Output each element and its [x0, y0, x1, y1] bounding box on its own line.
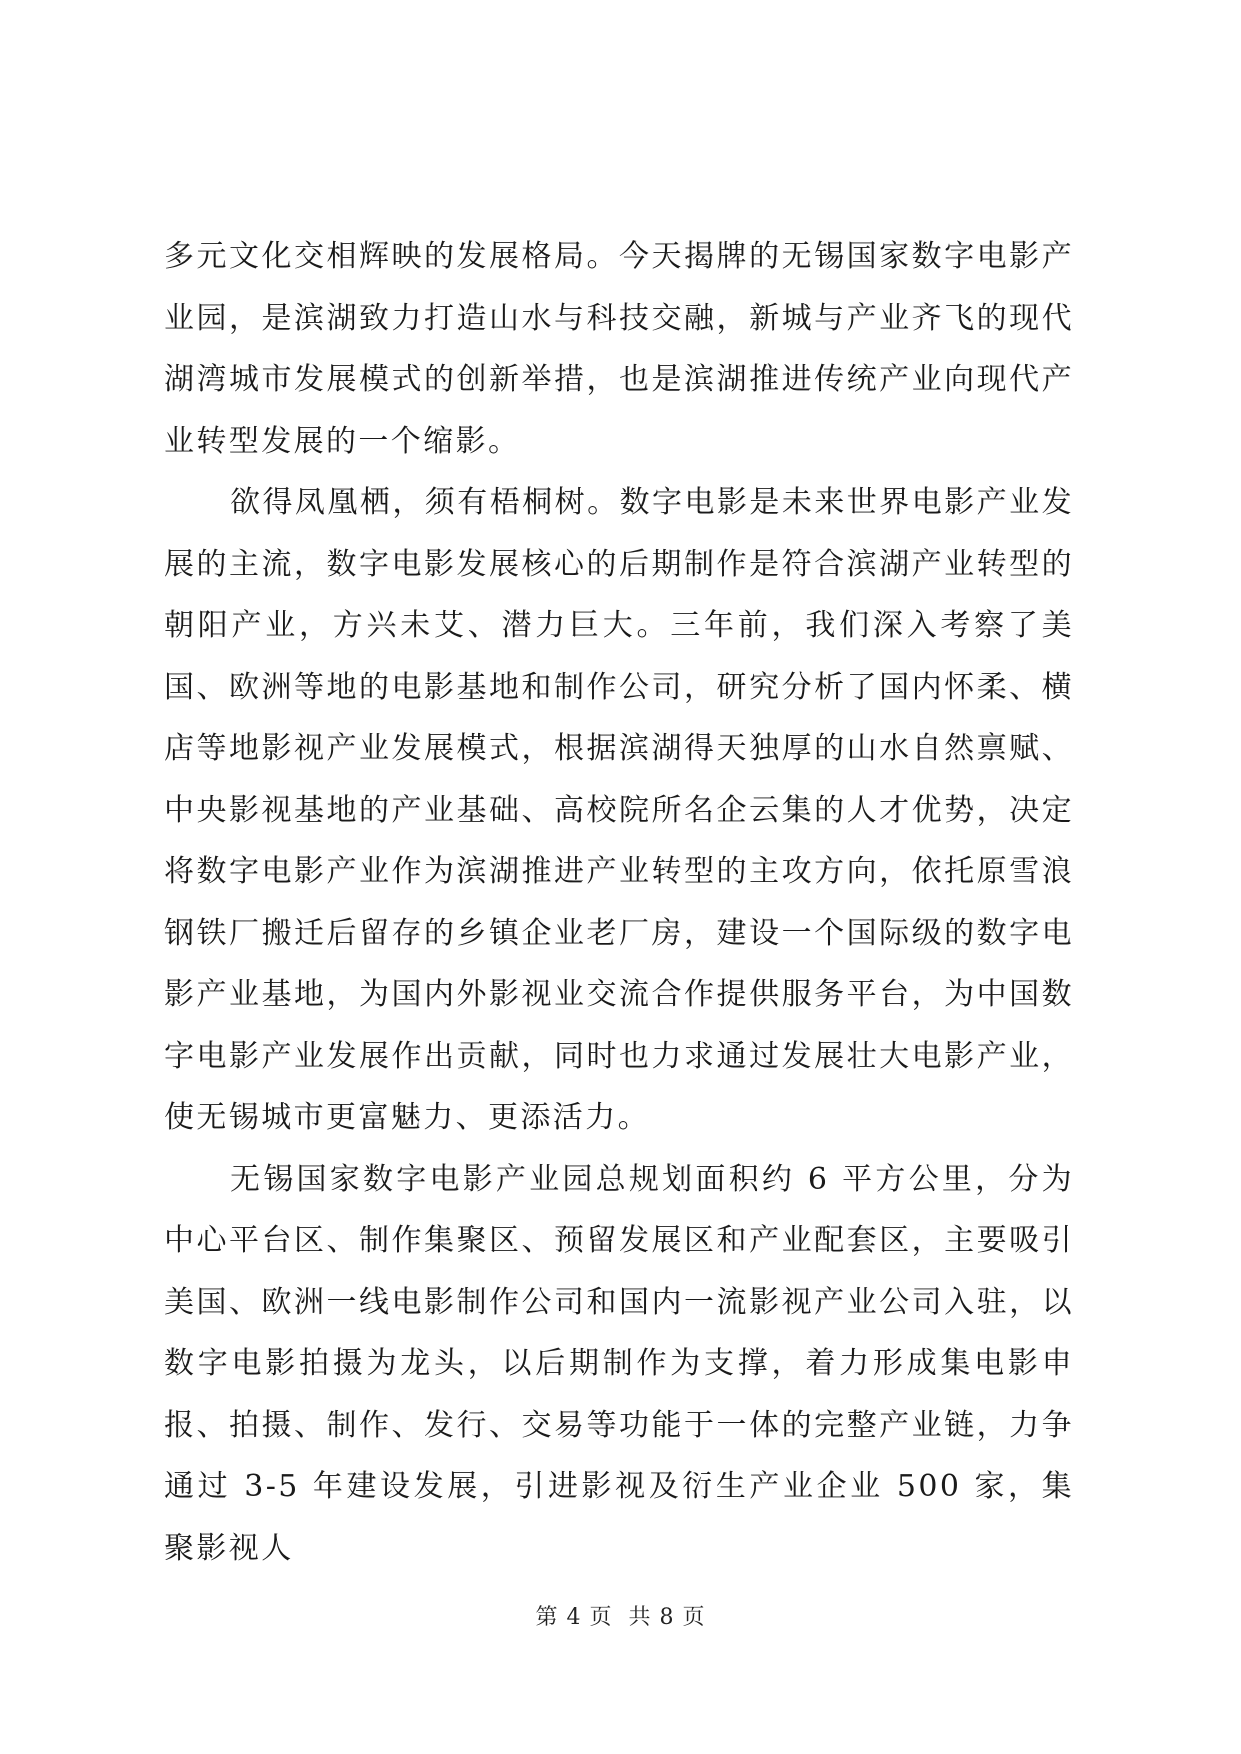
document-body [164, 226, 1074, 1579]
paragraph-1: 多元文化交相辉映的发展格局。今天揭牌的无锡国家数字电影产业园，是滨湖致力打造山水与科技交融，新城与产业齐飞的现代湖湾城市发展模式的创新举措，也是滨湖推进传统产业向现代产业转型发展的一个缩影。 [164, 239, 1074, 459]
paragraph-3: 无锡国家数字电影产业园总规划面积约 6 平方公里，分为中心平台区、制作集聚区、预留发展区和产业配套区，主要吸引美国、欧洲一线电影制作公司和国内一流影视产业公司入驻，以数字电影拍摄为龙头，以后期制作为支撑，着力形成集电影申报、拍摄、制作、发行、交易等功能于一体的完整产业链，力争通过 3-5 年建设发展，引进影视及衍生产业企业 500 家，集聚影视人 [164, 1161, 1074, 1566]
page-number-label: 第 4 页 共 8 页 [535, 1605, 706, 1630]
paragraph-2: 欲得凤凰栖，须有梧桐树。数字电影是未来世界电影产业发展的主流，数字电影发展核心的后期制作是符合滨湖产业转型的朝阳产业，方兴未艾、潜力巨大。三年前，我们深入考察了美国、欧洲等地的电影基地和制作公司，研究分析了国内怀柔、横店等地影视产业发展模式，根据滨湖得天独厚的山水自然禀赋、中央影视基地的产业基础、高校院所名企云集的人才优势，决定将数字电影产业作为滨湖推进产业转型的主攻方向，依托原雪浪钢铁厂搬迁后留存的乡镇企业老厂房，建设一个国际级的数字电影产业基地，为国内外影视业交流合作提供服务平台，为中国数字电影产业发展作出贡献，同时也力求通过发展壮大电影产业，使无锡城市更富魅力、更添活力。 [164, 485, 1074, 1135]
page-footer [0, 1600, 1241, 1631]
